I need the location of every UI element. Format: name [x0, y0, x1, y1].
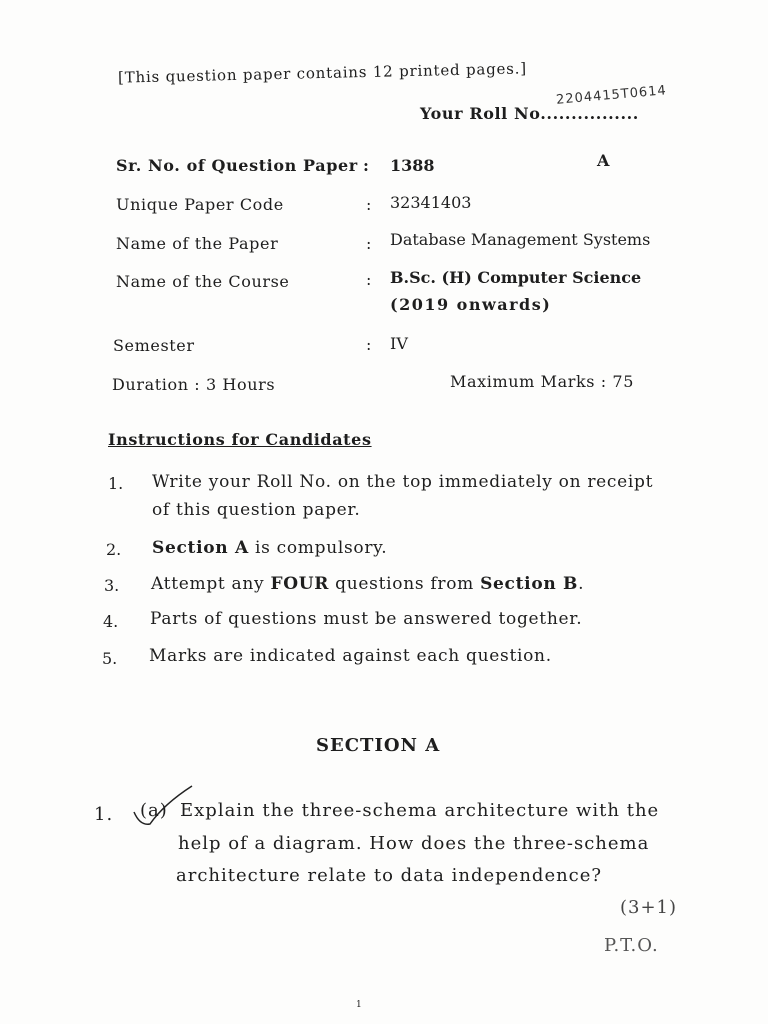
section-a-ref: Section A [152, 538, 249, 558]
four-ref: FOUR [270, 574, 330, 594]
question-part-label: (a) [140, 800, 168, 821]
instruction-item-1-line1: Write your Roll No. on the top immediately on receipt [152, 472, 654, 492]
instruction-3-mid: questions from [329, 574, 481, 594]
instruction-item-4: Parts of questions must be answered together. [150, 609, 583, 629]
instruction-item-1-line2: of this question paper. [152, 500, 361, 520]
sr-no-label: Sr. No. of Question Paper [116, 156, 358, 175]
instruction-item-3 [151, 574, 584, 594]
section-b-ref: Section B [480, 574, 579, 594]
instruction-3-post: . [578, 574, 585, 594]
question-number: 1. [94, 804, 114, 825]
course-label: Name of the Course [116, 272, 290, 291]
semester-colon: : [366, 335, 372, 354]
instruction-2-rest: is compulsory. [248, 538, 388, 558]
semester-value: IV [390, 334, 408, 353]
course-value-line1: B.Sc. (H) Computer Science [390, 268, 642, 287]
course-colon: : [366, 270, 372, 289]
instruction-number: 4. [103, 612, 119, 631]
pages-note: [This question paper contains 12 printed pages.] [117, 59, 528, 87]
roll-number-label [420, 104, 639, 123]
question-1a-line2: help of a diagram. How does the three-schema [178, 833, 650, 854]
duration: Duration : 3 Hours [112, 375, 276, 394]
roll-dots: ............... [546, 104, 639, 123]
roll-number-handwritten: 2204415T0614 [555, 83, 668, 108]
instruction-number: 2. [106, 540, 122, 559]
pto-label: P.T.O. [604, 935, 659, 956]
paper-code-label: Unique Paper Code [116, 195, 284, 214]
paper-name-value: Database Management Systems [390, 230, 651, 249]
section-a-heading: SECTION A [316, 735, 441, 756]
instructions-title: Instructions for Candidates [108, 430, 372, 449]
instruction-number: 5. [102, 649, 118, 668]
paper-code-value: 32341403 [390, 193, 472, 212]
semester-label: Semester [113, 336, 195, 355]
question-marks: (3+1) [620, 897, 678, 918]
page-number: 1 [356, 1000, 362, 1010]
maximum-marks: Maximum Marks : 75 [450, 372, 634, 391]
paper-name-label: Name of the Paper [116, 234, 279, 253]
paper-name-colon: : [366, 234, 372, 253]
instruction-item-5: Marks are indicated against each question. [149, 646, 552, 666]
instruction-item-2 [152, 538, 387, 558]
question-1a-line1: Explain the three-schema architecture with the [180, 800, 660, 821]
instruction-number: 3. [104, 576, 120, 595]
paper-code-colon: : [366, 195, 372, 214]
set-letter: A [597, 151, 610, 170]
sr-no-value: 1388 [390, 156, 435, 175]
roll-label-text: Your Roll No. [420, 104, 547, 123]
course-value-line2: (2019 onwards) [390, 295, 552, 314]
instruction-number: 1. [108, 474, 124, 493]
sr-no-colon: : [363, 156, 369, 175]
question-1a-line3: architecture relate to data independence? [176, 865, 603, 886]
instruction-3-pre: Attempt any [151, 574, 271, 594]
